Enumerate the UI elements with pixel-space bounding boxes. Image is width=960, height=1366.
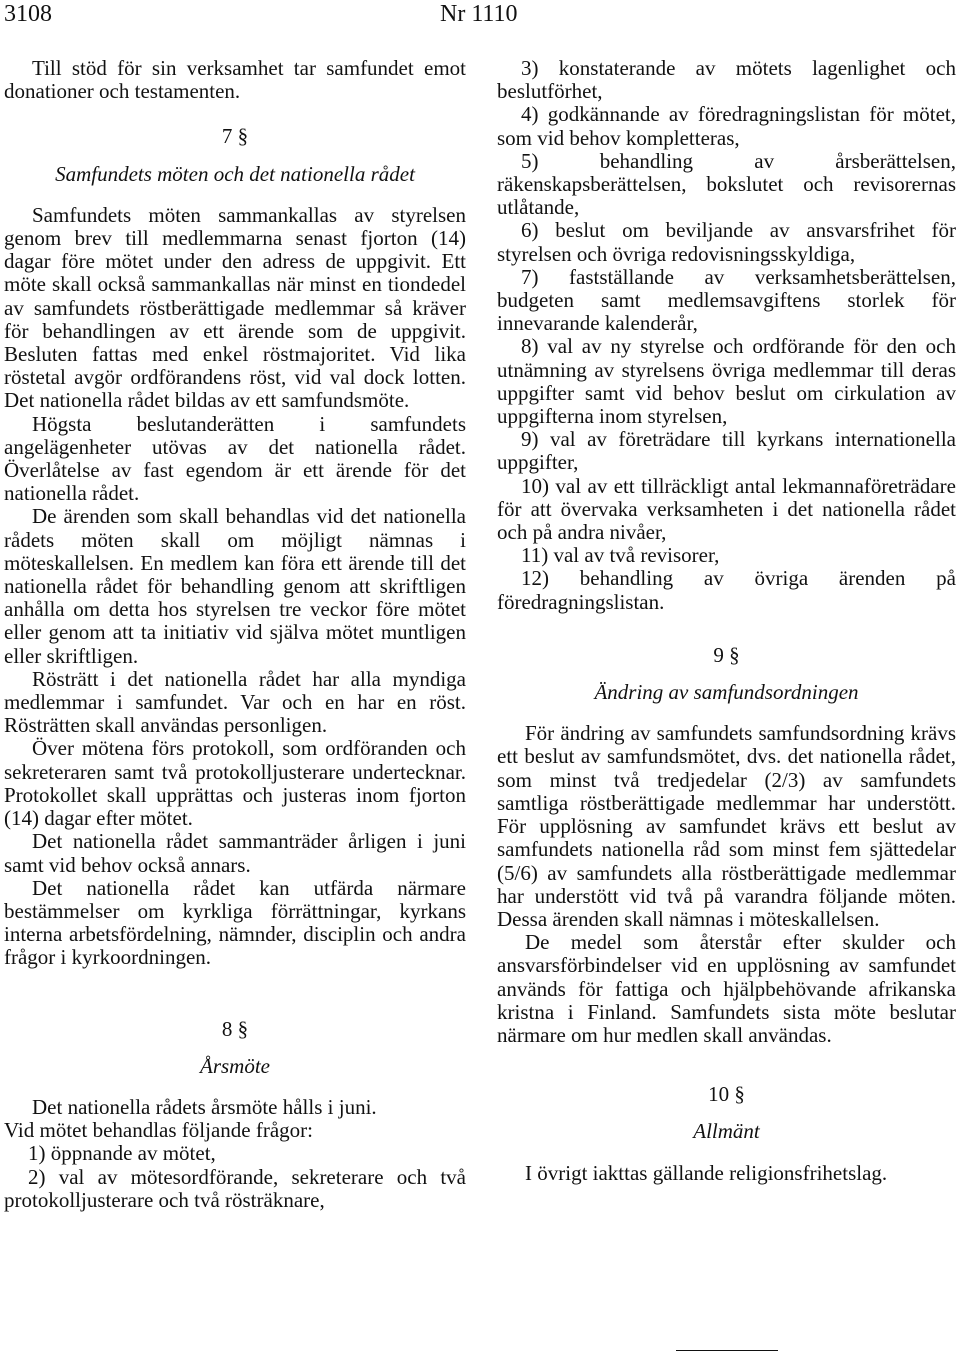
left-column: [4, 57, 466, 1212]
paragraph: För ändring av samfundets samfundsordning krävs ett beslut av samfundsmötet, dvs. det nationella rådet, som minst två tredjedelar (2/3) av samfundets samtliga röstberättigade medlemmar har understött. För upplösning av samfundet krävs ett beslut av samfundets nationella råd som minst fem sjättedelar (5/6) av samfundets alla röstberättigade medlemmar har understött vid två på varandra följande möten. Dessa ärenden skall nämnas i möteskallelsen.: [497, 721, 956, 931]
paragraph: De medel som återstår efter skulder och ansvarsförbindelser vid en upplösning av samfundet används för fattiga och hjälpbehövande afrikanska kristna i Finland. Samfundets sista möte beslutar närmare om hur medlen skall användas.: [497, 930, 956, 1047]
list-item: 10) val av ett tillräckligt antal lekmannaföreträdare för att övervaka verksamheten i det nationella rådet och på andra nivåer,: [497, 473, 956, 545]
page-number: 3108: [4, 1, 52, 27]
list-item: 12) behandling av övriga ärenden på föredragningslistan.: [497, 566, 956, 614]
section-8-heading: [4, 1018, 466, 1078]
section-number: 7 §: [221, 124, 249, 149]
list-item: 6) beslut om beviljande av ansvarsfrihet för styrelsen och övriga redovisningsskyldiga,: [497, 218, 956, 266]
paragraph: Det nationella rådets årsmöte hålls i juni.: [32, 1094, 377, 1119]
paragraph: Det nationella rådet sammanträder årligen i juni samt vid behov också annars.: [4, 829, 466, 877]
paragraph: Högsta beslutanderätten i samfundets angelägenheter utövas av det nationella rådet. Överlåtelse av fast egendom är ett ärende för det nationella rådet.: [4, 411, 466, 506]
end-rule: [676, 1350, 778, 1351]
intro-paragraph: Till stöd för sin verksamhet tar samfundet emot donationer och testamenten.: [4, 56, 466, 104]
paragraph: Vid mötet behandlas följande frågor:: [4, 1118, 313, 1143]
paragraph: I övrigt iakttas gällande religionsfrihetslag.: [525, 1160, 888, 1185]
right-column: [497, 57, 956, 1185]
section-title: Allmänt: [693, 1119, 760, 1144]
list-item: 8) val av ny styrelse och ordförande för den och utnämning av styrelsens övriga medlemmar till deras uppgifter samt vid behov beslut om cirkulation av uppgifterna inom styrelsen,: [497, 334, 956, 429]
list-item: 4) godkännande av föredragningslistan för mötet, som vid behov kompletteras,: [497, 102, 956, 150]
list-item: 7) fastställande av verksamhetsberättelsen, budgeten samt medlemsavgiftens storlek för innevarande kalenderår,: [497, 264, 956, 336]
document-number: Nr 1110: [440, 1, 518, 27]
section-number: 8 §: [221, 1016, 249, 1041]
section-title: Samfundets möten och det nationella rådet: [55, 161, 415, 186]
section-10-heading: [497, 1083, 956, 1143]
paragraph: Samfundets möten sammankallas av styrelsen genom brev till medlemmarna senast fjorton (14) dagar före mötet under den adress de uppgivit. Ett möte skall också sammankallas när minst en tiondedel av samfundets röstberättigade medlemmar så kräver för behandlingen av ett ärende som de uppgivit. Besluten fattas med enkel röstmajoritet. Vid lika röstetal avgör ordförandens röst, vid val dock lotten. Det nationella rådet bildas av ett samfundsmöte.: [4, 202, 466, 413]
list-item: 11) val av två revisorer,: [521, 543, 720, 568]
section-7-heading: [4, 125, 466, 185]
list-item: 9) val av företrädare till kyrkans internationella uppgifter,: [497, 427, 956, 475]
list-item: 2) val av mötesordförande, sekreterare och två protokolljusterare och två rösträknare,: [4, 1164, 466, 1212]
paragraph: Rösträtt i det nationella rådet har alla myndiga medlemmar i samfundet. Var och en har en röst. Rösträtten skall användas personligen.: [4, 666, 466, 738]
paragraph: De ärenden som skall behandlas vid det nationella rådets möten skall om möjligt nämnas i möteskallelsen. En medlem kan föra ett ärende till det nationella rådet för behandling genom att skriftligen anhålla om detta hos styrelsen tre veckor före mötet eller genom att ta initiativ vid själva mötet muntligen eller skriftligen.: [4, 504, 466, 668]
section-title: Ändring av samfundsordningen: [594, 680, 859, 705]
section-number: 10 §: [708, 1082, 745, 1107]
section-title: Årsmöte: [200, 1053, 270, 1078]
section-9-heading: [497, 644, 956, 704]
section-number: 9 §: [713, 642, 740, 667]
paragraph: Över mötena förs protokoll, som ordföranden och sekreteraren samt två protokolljusterare undertecknar. Protokollet skall upprättas och justeras inom fjorton (14) dagar efter mötet.: [4, 736, 466, 831]
list-item: 3) konstaterande av mötets lagenlighet och beslutförhet,: [497, 56, 956, 104]
list-item: 5) behandling av årsberättelsen, räkenskapsberättelsen, bokslutet och revisorernas utlåtande,: [497, 148, 956, 220]
list-item: 1) öppnande av mötet,: [28, 1141, 216, 1166]
paragraph: Det nationella rådet kan utfärda närmare bestämmelser om kyrkliga förrättningar, kyrkans interna arbetsfördelning, nämnder, disciplin och andra frågor i kyrkoordningen.: [4, 875, 466, 970]
page-header: [0, 0, 960, 34]
